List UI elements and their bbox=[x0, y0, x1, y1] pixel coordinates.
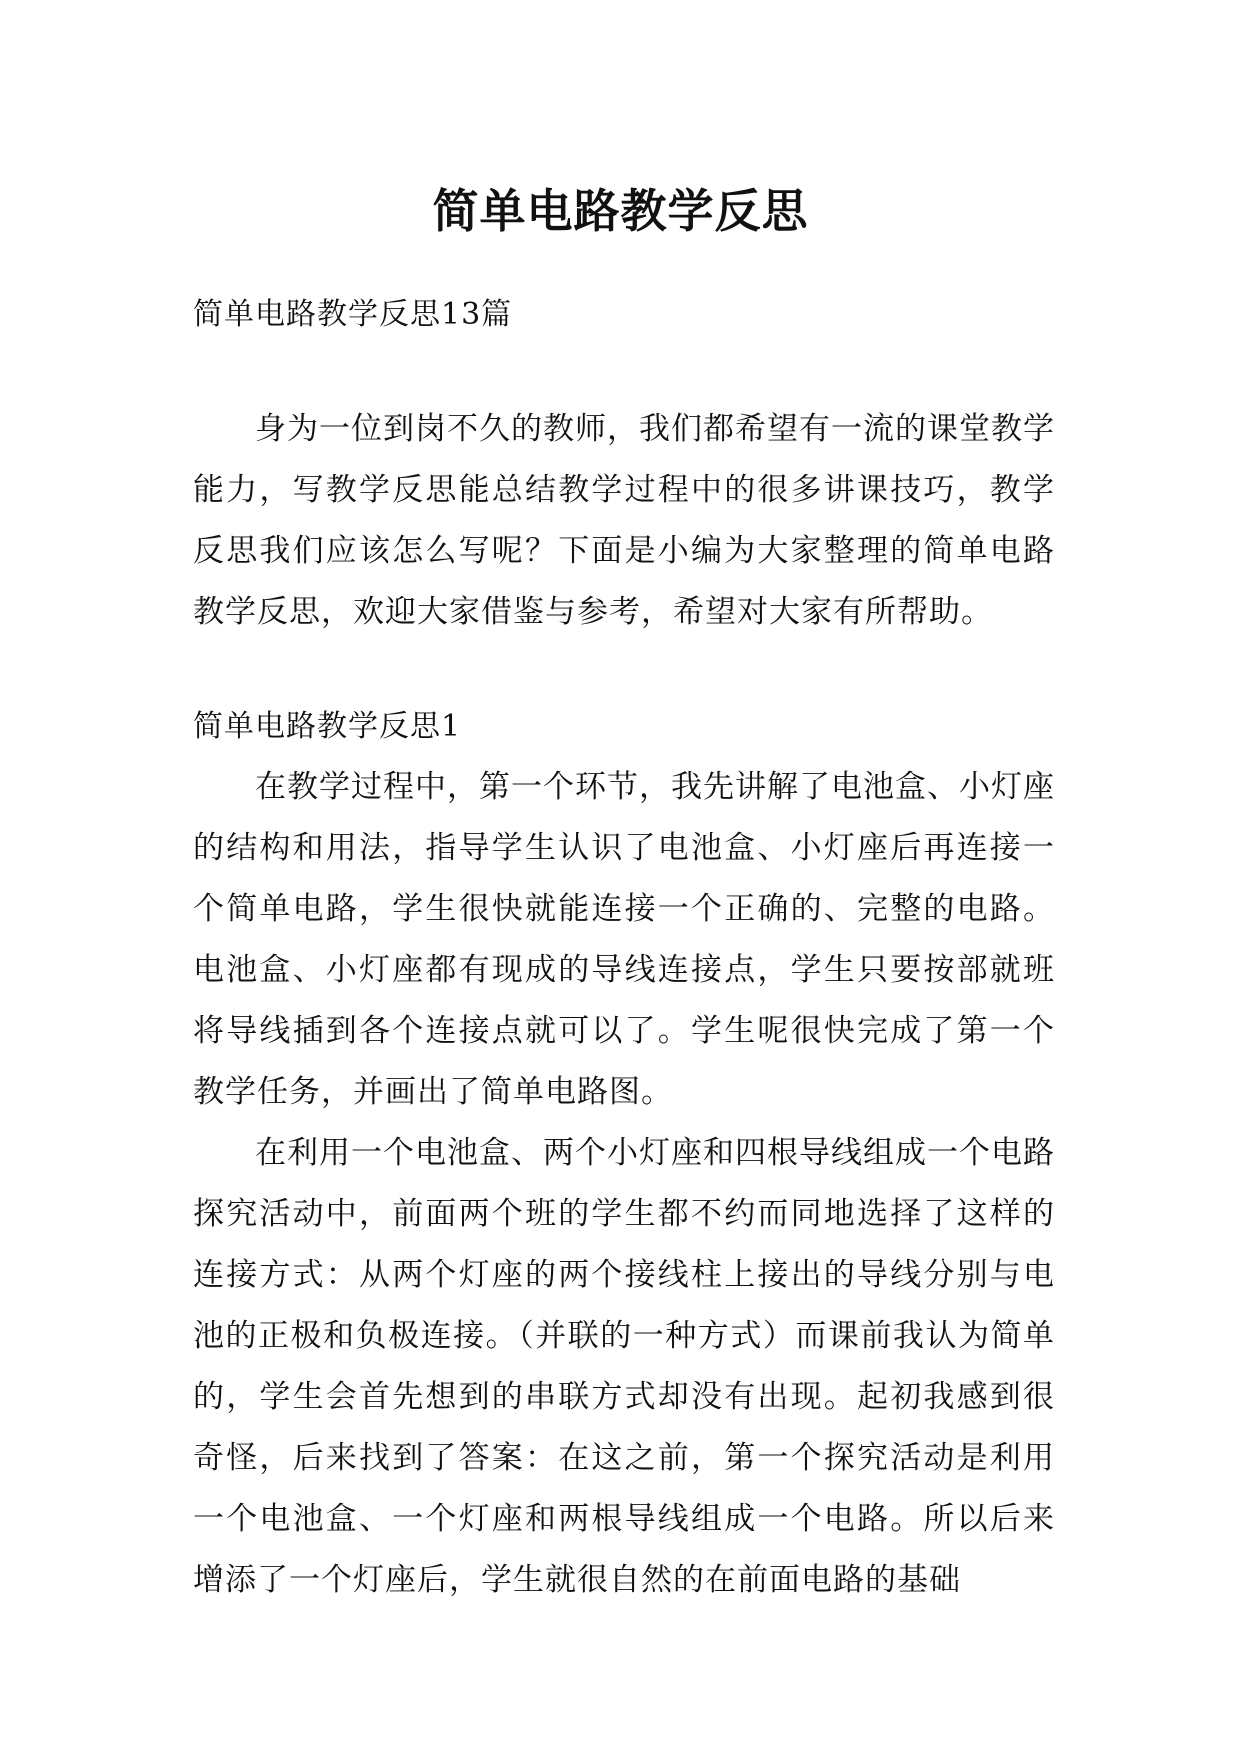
body-paragraph-2: 在利用一个电池盒、两个小灯座和四根导线组成一个电路探究活动中，前面两个班的学生都不约而同地选择了这样的连接方式：从两个灯座的两个接线柱上接出的导线分别与电池的正极和负极连接。（并联的一种方式）而课前我认为简单的，学生会首先想到的串联方式却没有出现。起初我感到很奇怪，后来找到了答案：在这之前，第一个探究活动是利用一个电池盒、一个灯座和两根导线组成一个电路。所以后来增添了一个灯座后，学生就很自然的在前面电路的基础 bbox=[193, 1135, 1055, 1598]
document-subtitle: 简单电路教学反思13篇 bbox=[193, 297, 513, 332]
document-body bbox=[193, 285, 1055, 1611]
section-heading: 简单电路教学反思1 bbox=[193, 709, 462, 744]
document-title: 简单电路教学反思 bbox=[432, 183, 809, 238]
body-paragraph-1: 在教学过程中，第一个环节，我先讲解了电池盒、小灯座的结构和用法，指导学生认识了电池盒、小灯座后再连接一个简单电路，学生很快就能连接一个正确的、完整的电路。电池盒、小灯座都有现成的导线连接点，学生只要按部就班将导线插到各个连接点就可以了。学生呢很快完成了第一个教学任务，并画出了简单电路图。 bbox=[193, 769, 1055, 1110]
intro-paragraph: 身为一位到岗不久的教师，我们都希望有一流的课堂教学能力，写教学反思能总结教学过程中的很多讲课技巧，教学反思我们应该怎么写呢？下面是小编为大家整理的简单电路教学反思，欢迎大家借鉴与参考，希望对大家有所帮助。 bbox=[193, 411, 1055, 630]
